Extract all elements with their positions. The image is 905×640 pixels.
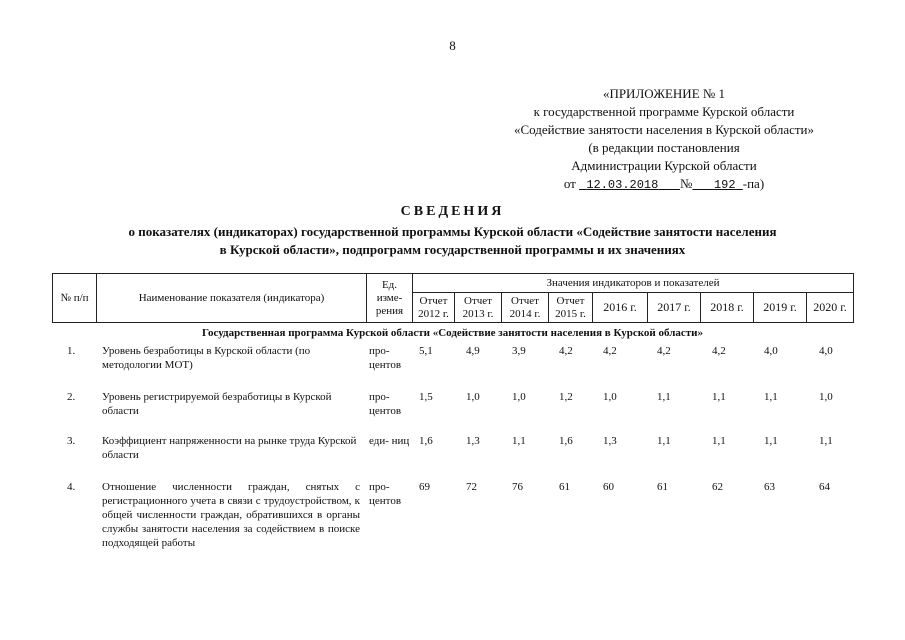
row-indicator-name: Уровень регистрируемой безработицы в Курской области (102, 391, 332, 417)
indicators-table-header (52, 273, 854, 323)
appendix-resolution (484, 175, 844, 194)
row-value: 1,1 (764, 391, 778, 403)
appendix-edition: (в редакции постановления (588, 140, 740, 155)
row-value: 69 (419, 481, 430, 493)
appendix-block (484, 85, 844, 194)
row-value: 60 (603, 481, 614, 493)
row-value: 4,2 (603, 345, 617, 357)
row-unit: про- центов (369, 391, 402, 417)
row-value: 63 (764, 481, 775, 493)
appendix-title: «ПРИЛОЖЕНИЕ № 1 (602, 86, 726, 101)
row-value: 1,2 (559, 391, 573, 403)
row-value: 1,1 (819, 435, 833, 447)
row-unit: еди- ниц (369, 435, 410, 447)
row-value: 62 (712, 481, 723, 493)
row-value: 4,2 (559, 345, 573, 357)
row-value: 5,1 (419, 345, 433, 357)
row-value: 1,1 (512, 435, 526, 447)
resolution-date: 12.03.2018 (586, 178, 659, 192)
row-value: 1,0 (603, 391, 617, 403)
col-unit-header: Ед. изме- рения (367, 274, 413, 323)
row-number: 1. (67, 345, 76, 357)
row-value: 4,9 (466, 345, 480, 357)
row-value: 4,0 (764, 345, 778, 357)
row-number: 3. (67, 435, 76, 447)
row-unit: про- центов (369, 345, 402, 371)
year-header: Отчет 2013 г. (455, 293, 502, 323)
row-value: 1,1 (712, 435, 726, 447)
row-value: 1,0 (819, 391, 833, 403)
page-number: 8 (449, 38, 456, 53)
row-value: 61 (559, 481, 570, 493)
row-value: 4,2 (657, 345, 671, 357)
row-value: 72 (466, 481, 477, 493)
document-subtitle: о показателях (индикаторах) государственной программы Курской области «Содействие занятости населения в Курской области», подпрограмм государственной программы и их значениях (128, 224, 777, 257)
row-value: 61 (657, 481, 668, 493)
row-value: 64 (819, 481, 830, 493)
year-header: Отчет 2012 г. (413, 293, 455, 323)
row-value: 1,0 (466, 391, 480, 403)
row-value: 4,0 (819, 345, 833, 357)
row-value: 1,3 (603, 435, 617, 447)
appendix-line: к государственной программе Курской области (533, 104, 795, 119)
row-number: 2. (67, 391, 76, 403)
row-value: 1,6 (419, 435, 433, 447)
year-header: 2020 г. (807, 293, 854, 323)
year-header: 2018 г. (701, 293, 754, 323)
row-value: 1,1 (657, 435, 671, 447)
row-value: 1,3 (466, 435, 480, 447)
row-unit: про- центов (369, 481, 402, 507)
resolution-suffix: -па) (742, 176, 765, 191)
col-name-header: Наименование показателя (индикатора) (97, 274, 367, 323)
appendix-authority: Администрации Курской области (571, 158, 757, 173)
year-header: 2019 г. (754, 293, 807, 323)
from-label: от (563, 176, 576, 191)
row-indicator-name: Отношение численности граждан, снятых с регистрационного учета в связи с трудоустройством, к общей численности граждан, обратившихся в органы службы занятости населения за содействием в поиске подходящей работы (102, 481, 360, 549)
row-indicator-name: Уровень безработицы в Курской области (по методологии МОТ) (102, 345, 311, 371)
document-title: СВЕДЕНИЯ (400, 204, 505, 219)
year-header: Отчет 2014 г. (502, 293, 549, 323)
row-value: 4,2 (712, 345, 726, 357)
row-number: 4. (67, 481, 76, 493)
appendix-program-name: «Содействие занятости населения в Курской области» (513, 122, 815, 137)
row-indicator-name: Коэффициент напряженности на рынке труда Курской области (102, 435, 357, 461)
row-value: 1,1 (764, 435, 778, 447)
col-number-header: № п/п (53, 274, 97, 323)
number-label: № (679, 176, 693, 191)
row-value: 1,1 (657, 391, 671, 403)
row-value: 3,9 (512, 345, 526, 357)
col-values-header: Значения индикаторов и показателей (413, 274, 854, 293)
row-value: 1,1 (712, 391, 726, 403)
row-value: 1,5 (419, 391, 433, 403)
year-header: 2017 г. (648, 293, 701, 323)
year-header: 2016 г. (593, 293, 648, 323)
row-value: 1,0 (512, 391, 526, 403)
row-value: 76 (512, 481, 523, 493)
row-value: 1,6 (559, 435, 573, 447)
resolution-number: 192 (713, 178, 736, 192)
section-heading: Государственная программа Курской области «Содействие занятости населения в Курской области» (201, 327, 704, 339)
year-header: Отчет 2015 г. (549, 293, 593, 323)
